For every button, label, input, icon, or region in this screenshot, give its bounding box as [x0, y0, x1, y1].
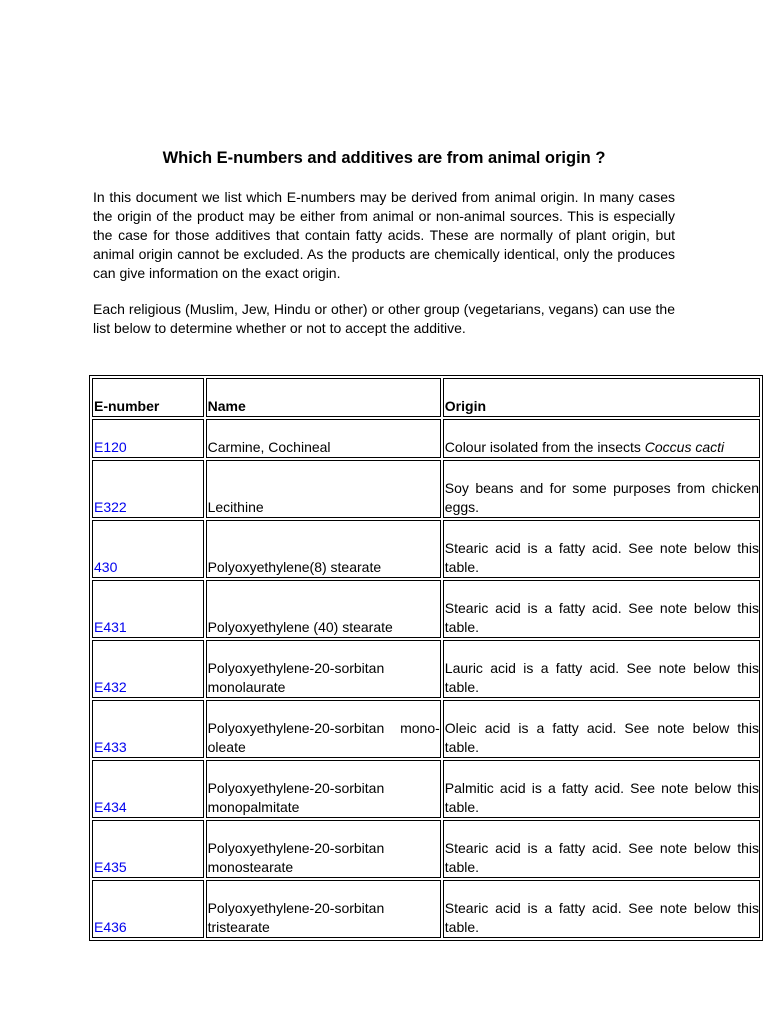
- name-text: Polyoxyethylene-20-sorbitan monolaurate: [207, 660, 385, 695]
- origin-cell: [443, 820, 760, 878]
- name-text: Polyoxyethylene-20-sorbitan tristearate: [207, 900, 385, 935]
- enumber-link[interactable]: E433: [94, 739, 127, 755]
- table-row: [92, 880, 760, 938]
- name-cell: [206, 640, 441, 698]
- intro-paragraph: In this document we list which E-numbers may be derived from animal origin. In many cases the origin of the product may be either from animal or non-animal sources. This is especially the case for those additives that contain fatty acids. These are normally of plant origin, but animal origin cannot be excluded. As the products are chemically identical, only the produces can give information on the exact origin.: [93, 189, 675, 281]
- origin-cell: [443, 700, 760, 758]
- table-row: [92, 820, 760, 878]
- header-enumber: E-number: [92, 378, 204, 417]
- name-cell: [206, 700, 441, 758]
- name-cell: [206, 880, 441, 938]
- enumber-link[interactable]: E120: [94, 439, 127, 455]
- origin-text: Stearic acid is a fatty acid. See note below this table.: [444, 900, 759, 935]
- table-row: [92, 640, 760, 698]
- enumber-link[interactable]: E432: [94, 679, 127, 695]
- enumber-cell: [92, 640, 204, 698]
- name-cell: [206, 580, 441, 638]
- enumber-link[interactable]: 430: [94, 559, 118, 575]
- origin-cell: [443, 520, 760, 578]
- name-text: Lecithine: [207, 499, 264, 515]
- table-row: [92, 760, 760, 818]
- enumber-cell: [92, 460, 204, 518]
- enumber-cell: [92, 880, 204, 938]
- enumber-cell: [92, 580, 204, 638]
- origin-species: Coccus cacti: [644, 439, 725, 455]
- origin-cell: [443, 419, 760, 458]
- enumber-link[interactable]: E431: [94, 619, 127, 635]
- origin-text: Colour isolated from the insects: [444, 439, 645, 455]
- name-text: Polyoxyethylene-20-sorbitan monostearate: [207, 840, 385, 875]
- usage-paragraph: Each religious (Muslim, Jew, Hindu or other) or other group (vegetarians, vegans) can use the list below to determine whether or not to accept the additive.: [93, 301, 675, 336]
- origin-cell: [443, 760, 760, 818]
- name-cell: Carmine, Cochineal: [206, 419, 441, 458]
- document-title: Which E-numbers and additives are from animal origin ?: [162, 149, 606, 167]
- origin-text: Stearic acid is a fatty acid. See note below this table.: [444, 600, 759, 635]
- origin-cell: [443, 460, 760, 518]
- table-row: [92, 460, 760, 518]
- name-cell: [206, 820, 441, 878]
- e-number-table: [89, 375, 763, 941]
- origin-cell: [443, 880, 760, 938]
- table-row: [92, 700, 760, 758]
- enumber-cell: [92, 820, 204, 878]
- origin-text: Oleic acid is a fatty acid. See note below this table.: [444, 720, 759, 755]
- enumber-link[interactable]: E435: [94, 859, 127, 875]
- name-text: Polyoxyethylene-20-sorbitan mono-oleate: [207, 720, 440, 755]
- header-name: Name: [206, 378, 441, 417]
- origin-text: Palmitic acid is a fatty acid. See note below this table.: [444, 780, 759, 815]
- enumber-link[interactable]: E436: [94, 919, 127, 935]
- name-cell: [206, 460, 441, 518]
- enumber-cell: [92, 520, 204, 578]
- table-header-row: [92, 378, 760, 417]
- table-row: [92, 520, 760, 578]
- name-cell: [206, 520, 441, 578]
- name-text: Polyoxyethylene(8) stearate: [207, 559, 382, 575]
- table-row: [92, 580, 760, 638]
- name-cell: [206, 760, 441, 818]
- enumber-cell: [92, 700, 204, 758]
- name-text: Polyoxyethylene (40) stearate: [207, 619, 393, 635]
- header-origin: Origin: [443, 378, 760, 417]
- enumber-cell: [92, 760, 204, 818]
- origin-text: Lauric acid is a fatty acid. See note below this table.: [444, 660, 759, 695]
- origin-text: Soy beans and for some purposes from chicken eggs.: [444, 480, 759, 515]
- enumber-link[interactable]: E322: [94, 499, 127, 515]
- table-row: [92, 419, 760, 458]
- origin-cell: [443, 580, 760, 638]
- origin-text: Stearic acid is a fatty acid. See note below this table.: [444, 840, 759, 875]
- enumber-link[interactable]: E434: [94, 799, 127, 815]
- name-text: Polyoxyethylene-20-sorbitan monopalmitate: [207, 780, 385, 815]
- enumber-cell: [92, 419, 204, 458]
- origin-cell: [443, 640, 760, 698]
- origin-text: Stearic acid is a fatty acid. See note below this table.: [444, 540, 759, 575]
